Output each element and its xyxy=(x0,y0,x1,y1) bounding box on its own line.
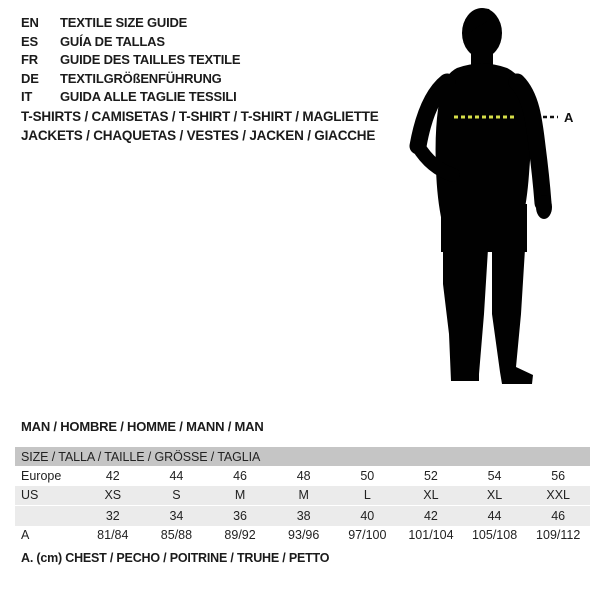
table-row-us-numeric xyxy=(15,506,590,526)
size-table-header: SIZE / TALLA / TAILLE / GRÖSSE / TAGLIA xyxy=(15,447,590,466)
row-label: Europe xyxy=(21,468,62,483)
size-cell: 81/84 xyxy=(97,528,129,543)
size-cell: 85/88 xyxy=(160,528,193,543)
size-cell: XS xyxy=(104,488,122,503)
size-table xyxy=(15,447,590,545)
man-figure-svg xyxy=(405,4,580,390)
row-label: A xyxy=(21,528,30,543)
lang-code: EN xyxy=(21,15,39,30)
table-row-chest-a xyxy=(15,526,590,546)
size-cell: M xyxy=(298,488,309,503)
table-row-us xyxy=(15,486,590,506)
size-cell: 89/92 xyxy=(224,528,256,543)
size-cell: 44 xyxy=(169,468,184,483)
size-cell: 50 xyxy=(360,468,375,483)
size-cell: 42 xyxy=(105,468,120,483)
size-cell: 46 xyxy=(551,508,566,523)
lang-code: DE xyxy=(21,70,39,86)
chest-measure-label-a: A xyxy=(564,110,574,125)
garment-categories xyxy=(21,107,379,145)
lang-row-it xyxy=(21,88,240,107)
size-cell: 46 xyxy=(233,468,248,483)
size-cell: 93/96 xyxy=(288,528,320,543)
lang-label: GUIDE DES TAILLES TEXTILE xyxy=(60,52,241,68)
size-cell: XL xyxy=(486,488,503,503)
size-cell: 42 xyxy=(423,508,438,523)
size-cell: S xyxy=(172,488,181,503)
size-cell: 109/112 xyxy=(536,528,581,543)
table-row-europe xyxy=(15,466,590,486)
size-cell: 44 xyxy=(487,508,502,523)
lang-row-de xyxy=(21,70,240,89)
lang-code: IT xyxy=(21,89,33,105)
category-tshirts: T-SHIRTS / CAMISETAS / T-SHIRT / T-SHIRT / MAGLIETTE xyxy=(21,109,379,124)
size-cell: 54 xyxy=(487,468,502,483)
size-cell: 40 xyxy=(360,508,375,523)
language-legend xyxy=(21,14,240,107)
size-cell: XL xyxy=(423,488,439,503)
lang-label: TEXTILE SIZE GUIDE xyxy=(60,15,188,30)
man-silhouette xyxy=(418,8,552,384)
size-cell: 97/100 xyxy=(348,528,387,543)
lang-row-es xyxy=(21,33,240,52)
size-cell: 38 xyxy=(296,508,311,523)
category-jackets: JACKETS / CHAQUETAS / VESTES / JACKEN / GIACCHE xyxy=(21,128,376,143)
size-cell: XXL xyxy=(546,488,570,503)
size-cell: M xyxy=(234,488,246,503)
size-table-header-row xyxy=(15,447,590,466)
section-title-man: MAN / HOMBRE / HOMME / MANN / MAN xyxy=(21,419,264,434)
row-label xyxy=(15,506,81,526)
lang-label: GUIDA ALLE TAGLIE TESSILI xyxy=(60,89,237,105)
size-cell: 36 xyxy=(233,508,248,523)
size-cell: 56 xyxy=(551,468,566,483)
lang-code: FR xyxy=(21,52,38,68)
size-cell: 32 xyxy=(105,508,120,523)
lang-label: GUÍA DE TALLAS xyxy=(60,33,165,49)
size-cell: 52 xyxy=(423,468,438,483)
row-label: US xyxy=(21,488,39,503)
lang-code: ES xyxy=(21,33,38,49)
size-cell: L xyxy=(363,488,371,503)
size-cell: 105/108 xyxy=(471,528,518,543)
lang-label: TEXTILGRÖßENFÜHRUNG xyxy=(60,70,222,86)
size-cell: 48 xyxy=(296,468,311,483)
size-cell: 34 xyxy=(169,508,184,523)
lang-row-en xyxy=(21,14,240,33)
footnote-chest: A. (cm) CHEST / PECHO / POITRINE / TRUHE / PETTO xyxy=(21,551,330,565)
lang-row-fr xyxy=(21,51,240,70)
size-cell: 101/104 xyxy=(408,528,454,543)
man-figure xyxy=(405,4,580,390)
